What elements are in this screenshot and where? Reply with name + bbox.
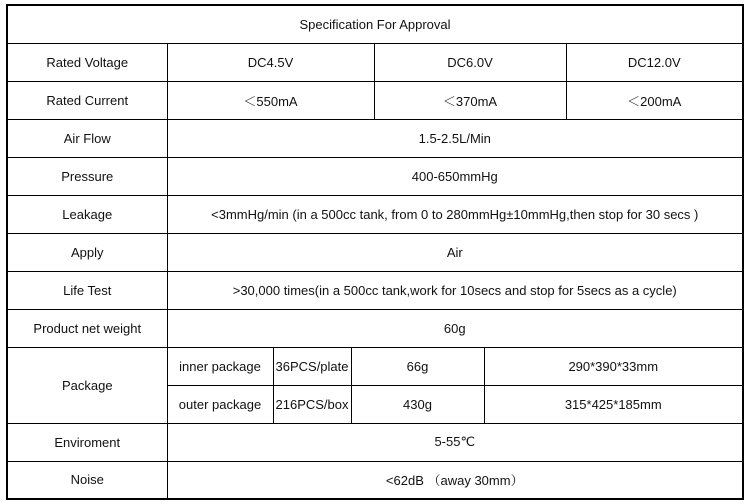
specification-table <box>6 4 744 500</box>
apply-value: Air <box>167 233 743 271</box>
leakage-label: Leakage <box>7 195 167 233</box>
rated-current-label: Rated Current <box>7 81 167 119</box>
environment-value: 5-55℃ <box>167 423 743 461</box>
life-test-value: >30,000 times(in a 500cc tank,work for 10secs and stop for 5secs as a cycle) <box>167 271 743 309</box>
leakage-value: <3mmHg/min (in a 500cc tank, from 0 to 280mmHg±10mmHg,then stop for 30 secs ) <box>167 195 743 233</box>
rated-current-6v0: ＜370mA <box>374 81 566 119</box>
apply-row <box>7 233 743 271</box>
rated-voltage-4v5: DC4.5V <box>167 43 374 81</box>
rated-current-row <box>7 81 743 119</box>
life-test-row <box>7 271 743 309</box>
package-label: Package <box>7 347 167 423</box>
environment-row <box>7 423 743 461</box>
table-title: Specification For Approval <box>7 5 743 43</box>
noise-row <box>7 461 743 499</box>
net-weight-row <box>7 309 743 347</box>
pressure-label: Pressure <box>7 157 167 195</box>
rated-current-4v5: ＜550mA <box>167 81 374 119</box>
air-flow-label: Air Flow <box>7 119 167 157</box>
life-test-label: Life Test <box>7 271 167 309</box>
rated-current-12v0: ＜200mA <box>566 81 743 119</box>
title-row <box>7 5 743 43</box>
inner-package-size: 290*390*33mm <box>484 347 743 385</box>
pressure-value: 400-650mmHg <box>167 157 743 195</box>
outer-package-size: 315*425*185mm <box>484 385 743 423</box>
environment-label: Enviroment <box>7 423 167 461</box>
outer-package-weight: 430g <box>351 385 484 423</box>
pressure-row <box>7 157 743 195</box>
rated-voltage-row <box>7 43 743 81</box>
inner-package-quantity: 36PCS/plate <box>273 347 351 385</box>
inner-package-weight: 66g <box>351 347 484 385</box>
rated-voltage-6v0: DC6.0V <box>374 43 566 81</box>
rated-voltage-label: Rated Voltage <box>7 43 167 81</box>
outer-package-type: outer package <box>167 385 273 423</box>
inner-package-type: inner package <box>167 347 273 385</box>
noise-value: <62dB （away 30mm） <box>167 461 743 499</box>
outer-package-quantity: 216PCS/box <box>273 385 351 423</box>
noise-label: Noise <box>7 461 167 499</box>
net-weight-label: Product net weight <box>7 309 167 347</box>
air-flow-value: 1.5-2.5L/Min <box>167 119 743 157</box>
apply-label: Apply <box>7 233 167 271</box>
rated-voltage-12v0: DC12.0V <box>566 43 743 81</box>
net-weight-value: 60g <box>167 309 743 347</box>
leakage-row <box>7 195 743 233</box>
package-inner-row <box>7 347 743 385</box>
air-flow-row <box>7 119 743 157</box>
